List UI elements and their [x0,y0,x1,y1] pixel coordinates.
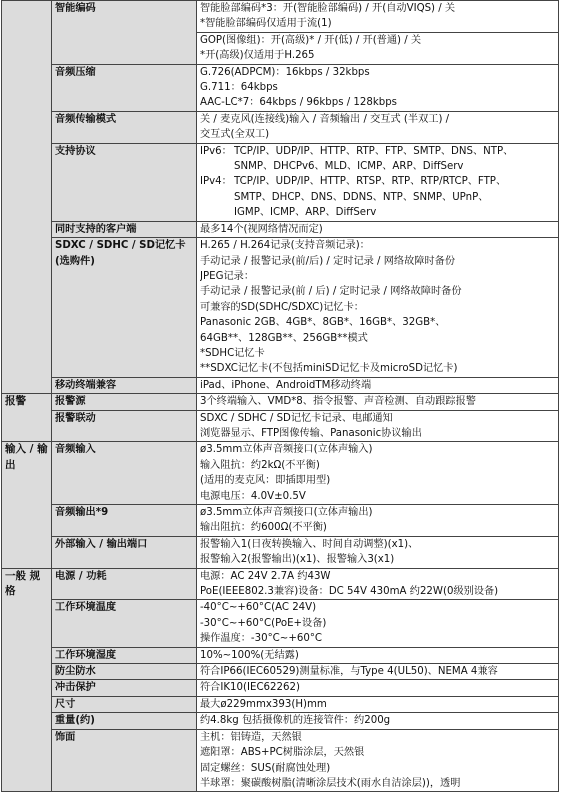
spec-value [197,568,559,600]
spec-line: SNMP、DHCPv6、MLD、ICMP、ARP、DiffServ [234,161,464,173]
row-dimensions [2,696,559,712]
spec-line: 操作温度：-30°C~+60°C [200,633,323,645]
spec-line: SMTP、DHCP、DNS、DDNS、NTP、SNMP、UPnP、 [234,191,489,203]
row-power [2,568,559,600]
spec-name: 尺寸 [52,696,197,712]
row-audio-mode [2,111,559,143]
spec-value [197,221,559,237]
category-cell: 输入 / 输出 [2,442,52,568]
spec-value [197,238,559,378]
spec-line: iPad、iPhone、AndroidTM移动终端 [200,379,372,391]
spec-line: 半球罩：聚碳酸树脂(清晰涂层技术(雨水自洁涂层))，透明 [200,777,461,789]
spec-value [197,143,559,221]
spec-line: ø3.5mm立体声音频接口(立体声输出) [200,507,373,518]
row-weight [2,713,559,729]
spec-table [1,0,559,792]
spec-line: TCP/IP、UDP/IP、HTTP、RTP、FTP、SMTP、DNS、NTP、 [234,145,514,157]
category-cell [2,1,52,394]
spec-value [197,377,559,393]
spec-name: 支持协议 [52,143,197,221]
spec-line: 可兼容的SD(SDHC/SDXC)记忆卡： [200,301,364,313]
ipv4-label: IPv4： [200,176,232,188]
spec-line: 固定螺丝：SUS(耐腐蚀处理) [200,762,331,774]
spec-line: 遮阳罩：ABS+PC树脂涂层，天然银 [200,747,365,759]
spec-name: 移动终端兼容 [52,377,197,393]
spec-line: -40°C~+60°C(AC 24V) [200,602,317,614]
spec-name: 工作环境温度 [52,600,197,647]
spec-line: 手动记录 / 报警记录(前/后) / 定时记录 / 网络故障时备份 [200,255,456,267]
spec-name: 报警联动 [52,410,197,442]
spec-name: 音频传输模式 [52,111,197,143]
spec-line: 3个终端输入、VMD*8、指令报警、声音检测、自动跟踪报警 [200,396,476,408]
spec-line: 约4.8kg 包括摄像机的连接管件：约200g [200,715,391,727]
spec-name: 音频输出*9 [52,505,197,537]
row-ext-io [2,536,559,568]
row-impact [2,680,559,696]
spec-line: 手动记录 / 报警记录(前 / 后) / 定时记录 / 网络故障时备份 [200,286,462,298]
category-cell: 一般 规格 [2,568,52,792]
spec-line: 最多14个(视网络情况而定) [200,223,323,235]
spec-name: 外部输入 / 输出端口 [52,536,197,568]
spec-name: SDXC / SDHC / SD记忆卡 (选购件) [52,238,197,378]
spec-line: 浏览器显示、FTP图像传输、Panasonic协议输出 [200,427,422,439]
spec-value [197,410,559,442]
row-temp [2,600,559,647]
spec-value [197,111,559,143]
spec-name: 冲击保护 [52,680,197,696]
spec-name: 同时支持的客户端 [52,221,197,237]
spec-line: TCP/IP、UDP/IP、HTTP、RTSP、RTP、RTP/RTCP、FTP、 [234,176,507,188]
spec-name: 电源 / 功耗 [52,568,197,600]
ipv6-label: IPv6： [200,145,232,157]
spec-line: -30°C~+60°C(PoE+设备) [200,617,327,629]
spec-line: 符合IP66(IEC60529)测量标准，与Type 4(UL50)、NEMA 4兼容 [200,666,498,678]
spec-value [197,394,559,410]
row-protocols [2,143,559,221]
spec-line: *SDHC记忆卡 [200,347,265,359]
spec-line: SDXC / SDHC / SD记忆卡记录、电邮通知 [200,412,393,424]
spec-line: H.265 / H.264记录(支持音频记录)： [200,240,370,252]
spec-line: 主机：铝铸造，天然银 [200,731,302,743]
spec-line: PoE(IEEE802.3兼容)设备：DC 54V 430mA 约22W(0级别设备) [200,586,499,598]
row-alarm-source [2,394,559,410]
spec-line: IGMP、ICMP、ARP、DiffServ [234,207,377,219]
spec-name: 报警源 [52,394,197,410]
spec-line: 智能脸部编码*3：开(智能脸部编码) / 开(自动VIQS) / 关 [200,3,456,14]
spec-line: 报警输入1(日夜转换输入、时间自动调整)(x1)、 [200,538,419,550]
spec-line: G.726(ADPCM)：16kbps / 32kbps [200,66,370,78]
spec-line: 交互式(全双工) [200,129,270,141]
row-audio-input [2,442,559,505]
row-sd-card [2,238,559,378]
spec-line: *智能脸部编码仅适用于流(1) [200,18,332,30]
spec-line: 符合IK10(IEC62262) [200,682,300,694]
spec-name: 防尘防水 [52,664,197,680]
spec-name: 音频输入 [52,442,197,505]
spec-value [197,680,559,696]
spec-name: 智能编码 [52,1,197,65]
spec-line: 电源：AC 24V 2.7A 约43W [200,570,331,582]
spec-line: AAC-LC*7：64kbps / 96kbps / 128kbps [200,97,397,109]
spec-line: GOP(图像组)：开(高级)* / 开(低) / 开(普通) / 关 [197,32,558,48]
spec-line: **SDXC记忆卡(不包括miniSD记忆卡及microSD记忆卡) [200,363,458,375]
spec-line: Panasonic 2GB、4GB*、8GB*、16GB*、32GB*、 [200,317,446,329]
spec-value [197,1,559,65]
spec-value [197,505,559,537]
spec-value [197,647,559,663]
spec-line: ø3.5mm立体声音频接口(立体声输入) [200,444,373,456]
row-clients [2,221,559,237]
spec-value [197,713,559,729]
spec-line: 64GB**、128GB**、256GB**模式 [200,332,368,344]
row-mobile [2,377,559,393]
row-ip-rating [2,664,559,680]
spec-value [197,664,559,680]
spec-line: 输出阻抗：约600Ω(不平衡) [200,522,327,534]
row-audio-output [2,505,559,537]
row-finish [2,729,559,792]
spec-name: 重量(约) [52,713,197,729]
row-humidity [2,647,559,663]
spec-value [197,64,559,111]
spec-line: 输入阻抗：约2kΩ(不平衡) [200,459,320,471]
spec-name: 音频压缩 [52,64,197,111]
spec-name: 工作环境湿度 [52,647,197,663]
spec-value [197,442,559,505]
spec-line: 10%~100%(无结露) [200,649,299,661]
spec-line: JPEG记录： [200,270,255,282]
spec-value [197,536,559,568]
spec-value [197,729,559,792]
spec-line: 电源电压：4.0V±0.5V [200,490,306,502]
spec-line: 报警输入2(报警输出)(x1)、报警输入3(x1) [200,554,395,566]
spec-line: *开(高级)仅适用于H.265 [200,50,315,62]
spec-line: G.711：64kbps [200,82,278,94]
spec-line: (适用的麦克风：即插即用型) [200,475,331,487]
row-face-encoding [2,1,559,65]
spec-name: 饰面 [52,729,197,792]
row-audio-compression [2,64,559,111]
spec-line: 最大ø229mmx393(H)mm [200,698,327,710]
spec-value [197,696,559,712]
spec-value [197,600,559,647]
row-alarm-action [2,410,559,442]
spec-line: 关 / 麦克风(连接线)输入 / 音频输出 / 交互式 (半双工) / [200,113,450,125]
category-cell: 报警 [2,394,52,442]
